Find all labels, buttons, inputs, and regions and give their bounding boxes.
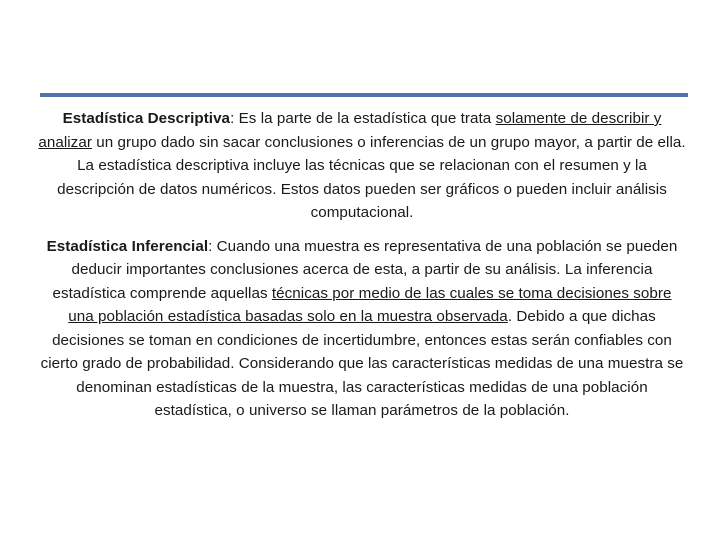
underlined-emphasis: solamente de describir y analizar xyxy=(38,110,662,151)
definition-rest: un grupo dado sin sacar conclusiones o inferencias de un grupo mayor, a partir de ella. La estadística descriptiva incluye las técnicas que se relacionan con el resumen y la descripción de datos numéricos. Estos datos pueden ser gráficos o pueden incluir análisis computacional. xyxy=(57,133,686,221)
paragraph-estadistica-descriptiva xyxy=(38,107,686,225)
title-divider-rule xyxy=(40,93,688,97)
paragraph-estadistica-inferencial xyxy=(38,235,686,423)
term-estadistica-inferencial: Estadística Inferencial xyxy=(46,237,209,255)
term-estadistica-descriptiva: Estadística Descriptiva xyxy=(62,110,231,127)
definition-rest: . Debido a que dichas decisiones se toman en condiciones de incertidumbre, entonces estas serán confiables con cierto grado de probabilidad. Considerando que las características medidas de una muestra se denominan estadísticas de la muestra, las características medidas de una población estadística, o universo se llaman parámetros de la población. xyxy=(40,308,684,419)
definition-intro: : Es la parte de la estadística que trata xyxy=(230,110,496,127)
underlined-emphasis: técnicas por medio de las cuales se toma decisiones sobre una población estadística basadas solo en la muestra observada xyxy=(68,284,672,325)
slide-body xyxy=(38,107,686,423)
definition-intro: : Cuando una muestra es representativa de una población se pueden deducir importantes conclusiones acerca de esta, a partir de su análisis. La inferencia estadística comprende aquellas xyxy=(52,237,678,302)
